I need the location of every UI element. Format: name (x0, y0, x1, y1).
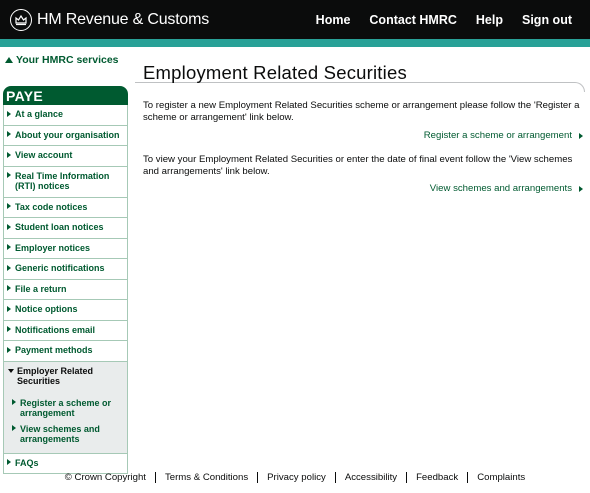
sidebar-nav (3, 105, 128, 474)
nav-home-link[interactable]: Home (315, 12, 351, 27)
footer-terms-link[interactable]: Terms & Conditions (156, 472, 258, 483)
sidebar-item-label: Employer notices (15, 242, 91, 253)
sidebar-item-notice-options[interactable] (4, 300, 127, 321)
sidebar-item-label: About your organisation (15, 129, 120, 140)
view-schemes-link-label: View schemes and arrangements (429, 183, 572, 194)
triangle-up-icon (5, 57, 13, 63)
sidebar-item-notifications-email[interactable] (4, 321, 127, 342)
register-scheme-link-label: Register a scheme or arrangement (423, 130, 572, 141)
triangle-right-icon (7, 306, 11, 312)
nav-help-link[interactable]: Help (475, 12, 503, 27)
sidebar-subitem-label: View schemes and arrangements (20, 423, 100, 444)
triangle-right-icon (7, 459, 11, 465)
view-schemes-link[interactable] (143, 183, 583, 194)
sidebar-item-tax-code-notices[interactable] (4, 198, 127, 219)
sidebar-subitem-label: Register a scheme or arrangement (20, 397, 112, 418)
sidebar-item-label: Notifications email (15, 324, 96, 335)
brand-name: HM Revenue & Customs (37, 11, 210, 28)
nav-contact-link[interactable]: Contact HMRC (369, 12, 457, 27)
register-scheme-link[interactable] (143, 130, 583, 141)
sidebar-item-employer-related-securities[interactable] (4, 362, 127, 393)
sidebar-item-label: Payment methods (15, 345, 93, 355)
sidebar-subitem-register-scheme[interactable] (12, 398, 125, 419)
triangle-down-icon (8, 369, 14, 373)
view-instructions: To view your Employment Related Securities or enter the date of final event follow the 'View schemes and arrangements' link below. (143, 154, 573, 177)
sidebar-item-label: Generic notifications (15, 263, 105, 273)
triangle-right-icon (7, 203, 11, 209)
sidebar-item-label: Student loan notices (15, 222, 104, 232)
sidebar-item-label: Employer Related Securities (17, 365, 94, 386)
triangle-right-icon (12, 399, 16, 405)
triangle-right-icon (7, 131, 11, 137)
site-header (0, 0, 590, 39)
sidebar-item-faqs[interactable] (4, 454, 127, 475)
sidebar-item-label: View account (15, 150, 73, 160)
sidebar-item-generic-notifications[interactable] (4, 259, 127, 280)
your-services-label: Your HMRC services (16, 54, 119, 66)
sidebar-item-label: Notice options (15, 304, 78, 314)
footer-complaints-link[interactable]: Complaints (477, 472, 526, 483)
sidebar-item-at-a-glance[interactable] (4, 105, 127, 126)
sidebar-item-rti-notices[interactable] (4, 167, 127, 198)
sidebar-subitem-view-schemes[interactable] (12, 424, 125, 445)
triangle-right-icon (7, 244, 11, 250)
sidebar-subnav (4, 393, 127, 454)
sidebar-heading: PAYE (3, 86, 128, 105)
main-content (143, 62, 583, 194)
sidebar (3, 86, 128, 474)
triangle-right-icon (12, 425, 16, 431)
register-instructions: To register a new Employment Related Securities scheme or arrangement please follow the 'Register a scheme or arrangement' link below. (143, 100, 580, 123)
footer-privacy-link[interactable]: Privacy policy (258, 472, 336, 483)
sidebar-item-file-a-return[interactable] (4, 280, 127, 301)
top-navigation (316, 0, 590, 39)
page-title: Employment Related Securities (143, 62, 407, 83)
triangle-right-icon (7, 326, 11, 332)
sidebar-item-payment-methods[interactable] (4, 341, 127, 362)
sidebar-item-label: FAQs (15, 457, 39, 468)
triangle-right-icon (579, 133, 583, 139)
triangle-right-icon (7, 285, 11, 291)
footer-accessibility-link[interactable]: Accessibility (336, 472, 407, 483)
triangle-right-icon (7, 111, 11, 117)
sidebar-item-label: File a return (15, 283, 67, 294)
triangle-right-icon (7, 152, 11, 158)
brand-logo[interactable] (10, 9, 209, 31)
your-services-link[interactable] (5, 54, 119, 66)
header-stripe (0, 39, 590, 47)
sidebar-item-employer-notices[interactable] (4, 239, 127, 260)
sidebar-item-label: Real Time Information (RTI) notices (15, 170, 110, 191)
sidebar-item-about-organisation[interactable] (4, 126, 127, 147)
triangle-right-icon (579, 186, 583, 192)
sidebar-item-student-loan-notices[interactable] (4, 218, 127, 239)
sidebar-item-label: At a glance (15, 109, 64, 119)
nav-signout-link[interactable]: Sign out (522, 12, 572, 27)
triangle-right-icon (7, 347, 11, 353)
triangle-right-icon (7, 172, 11, 178)
footer-copyright[interactable]: © Crown Copyright (56, 472, 156, 483)
triangle-right-icon (7, 265, 11, 271)
triangle-right-icon (7, 224, 11, 230)
crown-crest-icon (10, 9, 32, 31)
footer-feedback-link[interactable]: Feedback (407, 472, 468, 483)
sidebar-item-view-account[interactable] (4, 146, 127, 167)
sidebar-item-label: Tax code notices (15, 201, 88, 212)
site-footer (0, 472, 590, 483)
